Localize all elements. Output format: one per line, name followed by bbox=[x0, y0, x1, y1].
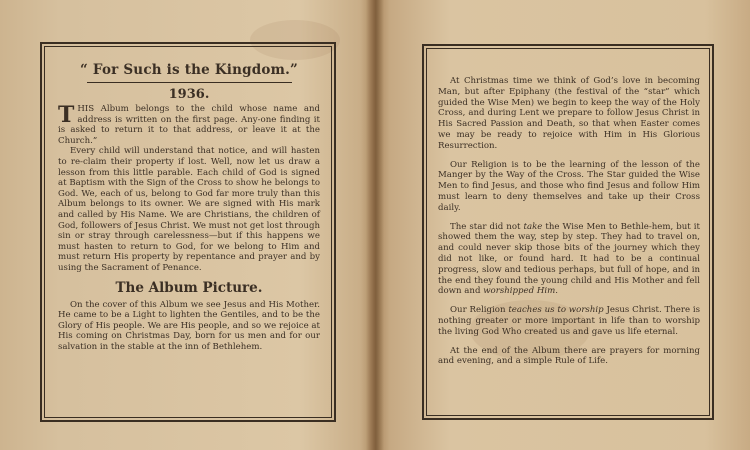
section-title: The Album Picture. bbox=[115, 279, 263, 296]
emphasis-text: teaches us to worship bbox=[508, 305, 604, 316]
body-paragraph: At Christmas time we think of God’s love in becoming Man, but after Epiphany (the festival of the “star” which guided the Wise Men) we begin to keep the way of the Holy Cross, and during Lent we prepare to follow Jesus Christ in His Sacred Passion and Death, so that when Easter comes we may be ready to rejoice with Him in His Glorious Resurrection. bbox=[438, 76, 700, 151]
body-paragraph bbox=[438, 222, 700, 298]
body-paragraph: Every child will understand that notice, and will hasten to re-claim their property if lost. Well, now let us draw a lesson from this little parable. Each child of God is signed at Baptism with the Sign of the Cross to show he belongs to God. We, each of us, belong to God far more truly than this Album belongs to its owner. We are signed with His mark and called by His Name. We are Christians, the children of God, followers of Jesus Christ. We must not get lost through sin or stray through carelessness—but if this happens we must hasten to return to God, for we belong to Him and must return His property by repentance and prayer and by using the Sacrament of Penance. bbox=[58, 146, 320, 273]
body-paragraph: At the end of the Album there are prayers for morning and evening, and a simple Rule of Life. bbox=[438, 345, 700, 367]
right-page-content bbox=[438, 76, 700, 375]
body-paragraph: Our Religion is to be the learning of the lesson of the Manger by the Way of the Cross. The Star guided the Wise Men to find Jesus, and those who find Jesus and follow Him must learn to deny themselves and take up their Cross daily. bbox=[438, 159, 700, 213]
left-page bbox=[0, 0, 370, 450]
text-run: Our Religion bbox=[450, 305, 509, 316]
emphasis-text: worshipped Him. bbox=[483, 286, 558, 297]
left-page-content bbox=[58, 60, 320, 352]
intro-text: HIS Album belongs to the child whose name and address is written on the first page. Any-one finding it is asked to return it to that address, or leave it at the Church.” bbox=[58, 104, 320, 146]
title-divider bbox=[87, 82, 292, 83]
text-run: The star did not bbox=[450, 221, 524, 232]
page-title: “ For Such is the Kingdom.” bbox=[80, 62, 298, 78]
right-page bbox=[378, 0, 750, 450]
text-run: Jesus Christ. There is nothing greater or more important in life than to worship the living God Who created us and gave us life eternal. bbox=[438, 305, 700, 337]
text-run: the Wise Men to Bethle-hem, but it showed them the way, step by step. They had to travel on, and could never skip those bits of the journey which they did not like, or found hard. It had to be a continual progress, slow and tedious perhaps, but full of hope, and in the end they found the young child and His Mother and fell down and bbox=[438, 221, 700, 297]
body-paragraph: On the cover of this Album we see Jesus and His Mother. He came to be a Light to lighten the Gentiles, and to be the Glory of His people. We are His people, and so we rejoice at His coming on Christmas Day, born for us men and for our salvation in the stable at the inn of Bethlehem. bbox=[58, 299, 320, 352]
year-heading: 1936. bbox=[168, 87, 210, 102]
emphasis-text: take bbox=[523, 221, 543, 232]
drop-cap: T bbox=[58, 102, 75, 128]
body-paragraph bbox=[438, 305, 700, 337]
intro-paragraph bbox=[58, 104, 320, 146]
